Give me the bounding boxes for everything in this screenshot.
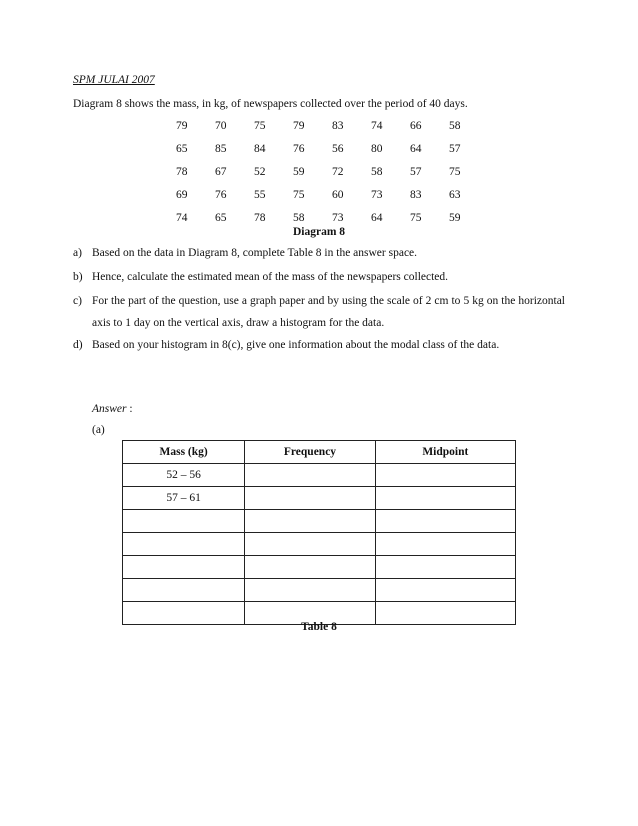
data-row [176, 120, 488, 143]
data-value: 52 [254, 166, 266, 178]
midpoint-cell [375, 556, 515, 579]
table-caption: Table 8 [301, 621, 337, 633]
data-value: 76 [293, 143, 305, 155]
diagram-data-grid [176, 120, 488, 235]
data-value: 69 [176, 189, 188, 201]
data-value: 70 [215, 120, 227, 132]
data-value: 75 [449, 166, 461, 178]
data-value: 75 [293, 189, 305, 201]
question-text: Based on your histogram in 8(c), give one information about the modal class of the data. [92, 339, 500, 351]
midpoint-cell [375, 510, 515, 533]
mass-cell: 52 – 56 [123, 464, 245, 487]
data-value: 59 [293, 166, 305, 178]
data-value: 55 [254, 189, 266, 201]
mass-cell [123, 510, 245, 533]
frequency-table [122, 440, 516, 625]
data-value: 78 [254, 212, 266, 224]
question-d [73, 334, 565, 356]
data-value: 72 [332, 166, 344, 178]
table-header-row [123, 441, 516, 464]
frequency-cell [245, 487, 375, 510]
data-value: 84 [254, 143, 266, 155]
data-value: 75 [410, 212, 422, 224]
intro-text: Diagram 8 shows the mass, in kg, of newspapers collected over the period of 40 days. [73, 98, 468, 110]
data-value: 83 [332, 120, 344, 132]
midpoint-cell [375, 487, 515, 510]
data-value: 74 [371, 120, 383, 132]
data-value: 73 [371, 189, 383, 201]
answer-word: Answer [92, 403, 127, 415]
frequency-cell [245, 533, 375, 556]
midpoint-cell [375, 533, 515, 556]
data-value: 64 [371, 212, 383, 224]
data-value: 76 [215, 189, 227, 201]
data-value: 80 [371, 143, 383, 155]
data-value: 57 [449, 143, 461, 155]
data-value: 85 [215, 143, 227, 155]
mass-cell [123, 579, 245, 602]
data-value: 64 [410, 143, 422, 155]
frequency-cell [245, 579, 375, 602]
answer-colon: : [126, 403, 133, 415]
data-row [176, 166, 488, 189]
table-row [123, 533, 516, 556]
table-row [123, 510, 516, 533]
question-text: For the part of the question, use a graph paper and by using the scale of 2 cm to 5 kg on the horizontal axis to 1 day on the vertical axis, draw a histogram for the data. [92, 295, 565, 329]
table-row [123, 487, 516, 510]
data-value: 57 [410, 166, 422, 178]
answer-label [92, 403, 133, 415]
frequency-cell [245, 464, 375, 487]
data-row [176, 143, 488, 166]
mass-cell: 57 – 61 [123, 487, 245, 510]
mass-cell [123, 556, 245, 579]
column-header-midpoint: Midpoint [375, 441, 515, 464]
data-value: 59 [449, 212, 461, 224]
question-label: b) [73, 271, 83, 283]
table-row [123, 464, 516, 487]
question-c [73, 290, 565, 334]
midpoint-cell [375, 579, 515, 602]
data-value: 78 [176, 166, 188, 178]
question-label: a) [73, 247, 82, 259]
data-value: 58 [371, 166, 383, 178]
data-value: 75 [254, 120, 266, 132]
question-text: Hence, calculate the estimated mean of the mass of the newspapers collected. [92, 271, 449, 283]
data-value: 58 [449, 120, 461, 132]
data-value: 65 [215, 212, 227, 224]
data-row [176, 189, 488, 212]
question-b [73, 266, 565, 288]
frequency-cell [245, 510, 375, 533]
exam-title: SPM JULAI 2007 [73, 74, 155, 86]
data-value: 79 [293, 120, 305, 132]
data-value: 74 [176, 212, 188, 224]
column-header-frequency: Frequency [245, 441, 375, 464]
data-value: 58 [293, 212, 305, 224]
frequency-cell [245, 556, 375, 579]
answer-part-label: (a) [92, 424, 105, 436]
data-value: 60 [332, 189, 344, 201]
diagram-caption: Diagram 8 [292, 226, 346, 238]
data-value: 63 [449, 189, 461, 201]
question-label: d) [73, 339, 83, 351]
question-text: Based on the data in Diagram 8, complete Table 8 in the answer space. [92, 247, 418, 259]
data-value: 83 [410, 189, 422, 201]
data-value: 65 [176, 143, 188, 155]
data-value: 79 [176, 120, 188, 132]
midpoint-cell [375, 464, 515, 487]
data-value: 56 [332, 143, 344, 155]
column-header-mass: Mass (kg) [123, 441, 245, 464]
table-row [123, 556, 516, 579]
question-label: c) [73, 295, 82, 307]
question-a [73, 242, 565, 264]
data-value: 67 [215, 166, 227, 178]
mass-cell [123, 533, 245, 556]
data-value: 66 [410, 120, 422, 132]
table-row [123, 579, 516, 602]
data-value: 73 [332, 212, 344, 224]
